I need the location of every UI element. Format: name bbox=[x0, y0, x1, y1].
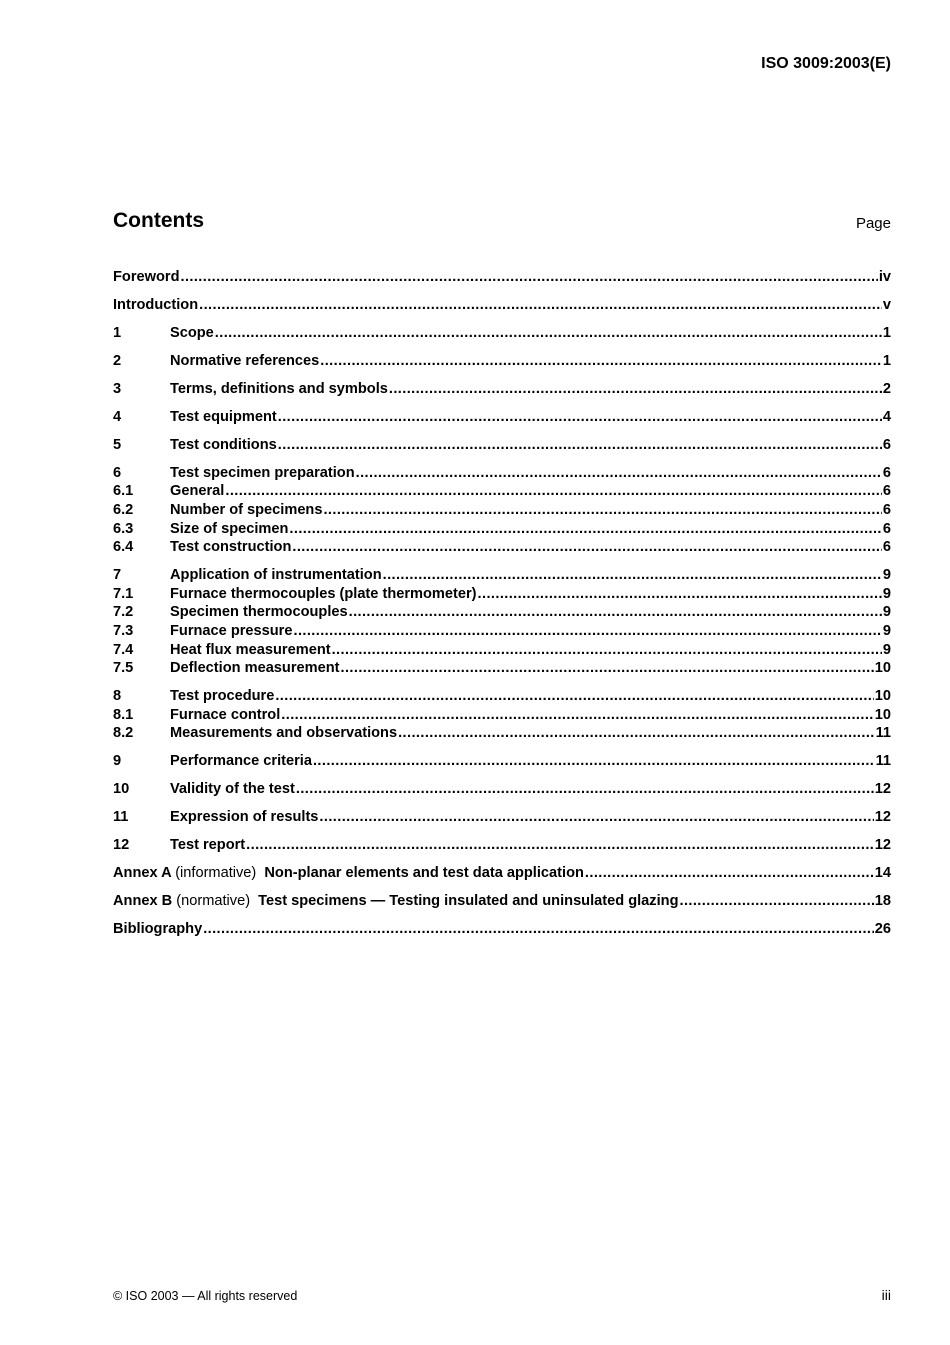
toc-entry-title: Normative references bbox=[170, 352, 320, 369]
dot-leader bbox=[356, 464, 882, 483]
toc-entry-title: Expression of results bbox=[170, 809, 319, 826]
toc-entry[interactable] bbox=[113, 352, 891, 371]
toc-entry-page: 6 bbox=[882, 464, 891, 481]
toc-entry-title: Application of instrumentation bbox=[170, 567, 382, 584]
toc-entry-page: 10 bbox=[874, 706, 891, 723]
annex-label: Annex A bbox=[113, 865, 172, 882]
toc-entry-number: 1 bbox=[113, 324, 122, 341]
toc-entry-title: Scope bbox=[170, 324, 214, 341]
contents-title: Contents bbox=[113, 209, 204, 232]
page-number: iii bbox=[881, 1287, 891, 1303]
toc-entry[interactable] bbox=[113, 501, 891, 520]
toc-entry-number: 7.3 bbox=[113, 623, 134, 640]
dot-leader bbox=[292, 538, 882, 557]
dot-leader bbox=[293, 622, 881, 641]
page-column-label: Page bbox=[855, 215, 891, 232]
toc-entry-page: 9 bbox=[882, 585, 891, 602]
toc-entry-title: Deflection measurement bbox=[170, 660, 340, 677]
toc-entry-page: 12 bbox=[874, 837, 891, 854]
dot-leader bbox=[225, 482, 882, 501]
toc-entry-page: 9 bbox=[882, 567, 891, 584]
toc-entry[interactable] bbox=[113, 659, 891, 678]
toc-entry[interactable] bbox=[113, 566, 891, 585]
toc-entry-number: 2 bbox=[113, 352, 122, 369]
table-of-contents bbox=[113, 268, 891, 939]
toc-entry-page: 6 bbox=[882, 502, 891, 519]
toc-entry-number: 10 bbox=[113, 781, 130, 798]
toc-entry-title: Measurements and observations bbox=[170, 725, 398, 742]
dot-leader bbox=[296, 780, 874, 799]
dot-leader bbox=[323, 501, 881, 520]
toc-entry-number: 5 bbox=[113, 436, 122, 453]
toc-entry-number: 7.5 bbox=[113, 660, 134, 677]
toc-entry-page: 10 bbox=[874, 688, 891, 705]
toc-entry-title: Test procedure bbox=[170, 688, 275, 705]
dot-leader bbox=[478, 585, 882, 604]
dot-leader bbox=[320, 352, 882, 371]
toc-entry[interactable] bbox=[113, 864, 891, 883]
toc-entry-page: 6 bbox=[882, 539, 891, 556]
toc-entry[interactable] bbox=[113, 436, 891, 455]
toc-entry[interactable] bbox=[113, 836, 891, 855]
toc-entry-number: 9 bbox=[113, 753, 122, 770]
dot-leader bbox=[341, 659, 874, 678]
toc-entry[interactable] bbox=[113, 464, 891, 483]
toc-entry-number: 7.2 bbox=[113, 604, 134, 621]
toc-entry-title: Bibliography bbox=[113, 921, 203, 938]
toc-entry[interactable] bbox=[113, 296, 891, 315]
dot-leader bbox=[313, 752, 875, 771]
toc-entry-title: Furnace pressure bbox=[170, 623, 293, 640]
toc-entry-number: 7.4 bbox=[113, 641, 134, 658]
toc-entry[interactable] bbox=[113, 603, 891, 622]
dot-leader bbox=[389, 380, 882, 399]
toc-entry[interactable] bbox=[113, 622, 891, 641]
dot-leader bbox=[383, 566, 882, 585]
toc-entry[interactable] bbox=[113, 780, 891, 799]
toc-entry-title: Terms, definitions and symbols bbox=[170, 380, 388, 397]
toc-entry-number: 3 bbox=[113, 380, 122, 397]
toc-entry[interactable] bbox=[113, 380, 891, 399]
toc-entry[interactable] bbox=[113, 920, 891, 939]
dot-leader bbox=[278, 436, 882, 455]
toc-entry[interactable] bbox=[113, 892, 891, 911]
toc-entry-page: 6 bbox=[882, 520, 891, 537]
dot-leader bbox=[199, 296, 882, 315]
toc-entry[interactable] bbox=[113, 724, 891, 743]
toc-entry-title: Introduction bbox=[113, 296, 199, 313]
dot-leader bbox=[585, 864, 874, 883]
toc-entry-title: Test equipment bbox=[170, 408, 277, 425]
toc-entry-page: 18 bbox=[874, 893, 891, 910]
toc-entry-number: 4 bbox=[113, 408, 122, 425]
toc-entry-number: 6.1 bbox=[113, 483, 134, 500]
dot-leader bbox=[398, 724, 874, 743]
toc-entry-page: 9 bbox=[882, 641, 891, 658]
toc-entry-title: Test specimen preparation bbox=[170, 464, 355, 481]
dot-leader bbox=[289, 520, 881, 539]
toc-entry-page: 6 bbox=[882, 483, 891, 500]
toc-entry-page: 14 bbox=[874, 865, 891, 882]
toc-entry-number: 12 bbox=[113, 837, 130, 854]
toc-entry[interactable] bbox=[113, 408, 891, 427]
toc-entry-number: 7.1 bbox=[113, 585, 134, 602]
toc-entry-title: Number of specimens bbox=[170, 502, 323, 519]
toc-entry-page: 11 bbox=[875, 753, 891, 770]
toc-entry-number: 8.1 bbox=[113, 706, 134, 723]
toc-entry-number: 6.2 bbox=[113, 502, 134, 519]
toc-entry-title: Furnace thermocouples (plate thermometer) bbox=[170, 585, 477, 602]
toc-entry-page: 9 bbox=[882, 604, 891, 621]
toc-entry-page: 12 bbox=[874, 781, 891, 798]
toc-entry-title: Test construction bbox=[170, 539, 292, 556]
toc-entry[interactable] bbox=[113, 520, 891, 539]
dot-leader bbox=[349, 603, 882, 622]
dot-leader bbox=[281, 706, 873, 725]
toc-entry[interactable] bbox=[113, 687, 891, 706]
dot-leader bbox=[679, 892, 873, 911]
dot-leader bbox=[278, 408, 882, 427]
toc-entry-title: General bbox=[170, 483, 225, 500]
dot-leader bbox=[203, 920, 874, 939]
toc-entry-title: Performance criteria bbox=[170, 753, 312, 770]
toc-entry-title: Heat flux measurement bbox=[170, 641, 331, 658]
toc-entry-page: 1 bbox=[882, 352, 891, 369]
toc-entry-page: 9 bbox=[882, 623, 891, 640]
toc-entry[interactable] bbox=[113, 641, 891, 660]
annex-title: Non-planar elements and test data application bbox=[264, 865, 584, 882]
toc-entry-page: 11 bbox=[875, 725, 891, 742]
toc-entry[interactable] bbox=[113, 808, 891, 827]
toc-entry-number: 11 bbox=[113, 809, 129, 826]
toc-entry-page: 6 bbox=[882, 436, 891, 453]
toc-entry-number: 8.2 bbox=[113, 725, 134, 742]
toc-entry-page: iv bbox=[878, 269, 891, 285]
toc-entry-number: 6.4 bbox=[113, 539, 134, 556]
dot-leader bbox=[319, 808, 873, 827]
toc-entry-title: Test report bbox=[170, 837, 246, 854]
annex-qualifier: (normative) bbox=[176, 893, 251, 910]
toc-entry-title: Foreword bbox=[113, 269, 180, 285]
toc-entry-number: 7 bbox=[113, 567, 122, 584]
annex-title: Test specimens — Testing insulated and uninsulated glazing bbox=[258, 893, 679, 910]
toc-entry-number: 8 bbox=[113, 688, 122, 705]
toc-entry-page: 1 bbox=[882, 324, 891, 341]
toc-entry-page: 4 bbox=[882, 408, 891, 425]
toc-entry-title: Size of specimen bbox=[170, 520, 289, 537]
toc-entry[interactable] bbox=[113, 585, 891, 604]
toc-entry-number: 6.3 bbox=[113, 520, 134, 537]
dot-leader bbox=[246, 836, 874, 855]
toc-entry-page: 26 bbox=[874, 921, 891, 938]
toc-entry-page: 2 bbox=[882, 380, 891, 397]
toc-entry[interactable] bbox=[113, 482, 891, 501]
copyright-notice: © ISO 2003 — All rights reserved bbox=[113, 1289, 298, 1303]
toc-entry-title bbox=[113, 864, 584, 883]
toc-entry-title: Test conditions bbox=[170, 436, 277, 453]
dot-leader bbox=[275, 687, 873, 706]
dot-leader bbox=[332, 641, 882, 660]
toc-entry-page: 12 bbox=[874, 809, 891, 826]
toc-entry-title: Validity of the test bbox=[170, 781, 295, 798]
toc-entry-page: 10 bbox=[874, 660, 891, 677]
toc-entry-title: Specimen thermocouples bbox=[170, 604, 348, 621]
toc-entry[interactable] bbox=[113, 268, 891, 287]
toc-entry[interactable] bbox=[113, 752, 891, 771]
toc-entry-page: v bbox=[882, 296, 891, 313]
annex-label: Annex B bbox=[113, 893, 173, 910]
toc-entry-title bbox=[113, 892, 678, 911]
toc-entry[interactable] bbox=[113, 324, 891, 343]
dot-leader bbox=[180, 268, 877, 287]
toc-entry[interactable] bbox=[113, 706, 891, 725]
document-code: ISO 3009:2003(E) bbox=[761, 55, 891, 72]
toc-entry[interactable] bbox=[113, 538, 891, 557]
annex-qualifier: (informative) bbox=[175, 865, 257, 882]
toc-entry-title: Furnace control bbox=[170, 706, 281, 723]
dot-leader bbox=[215, 324, 882, 343]
toc-entry-number: 6 bbox=[113, 464, 122, 481]
